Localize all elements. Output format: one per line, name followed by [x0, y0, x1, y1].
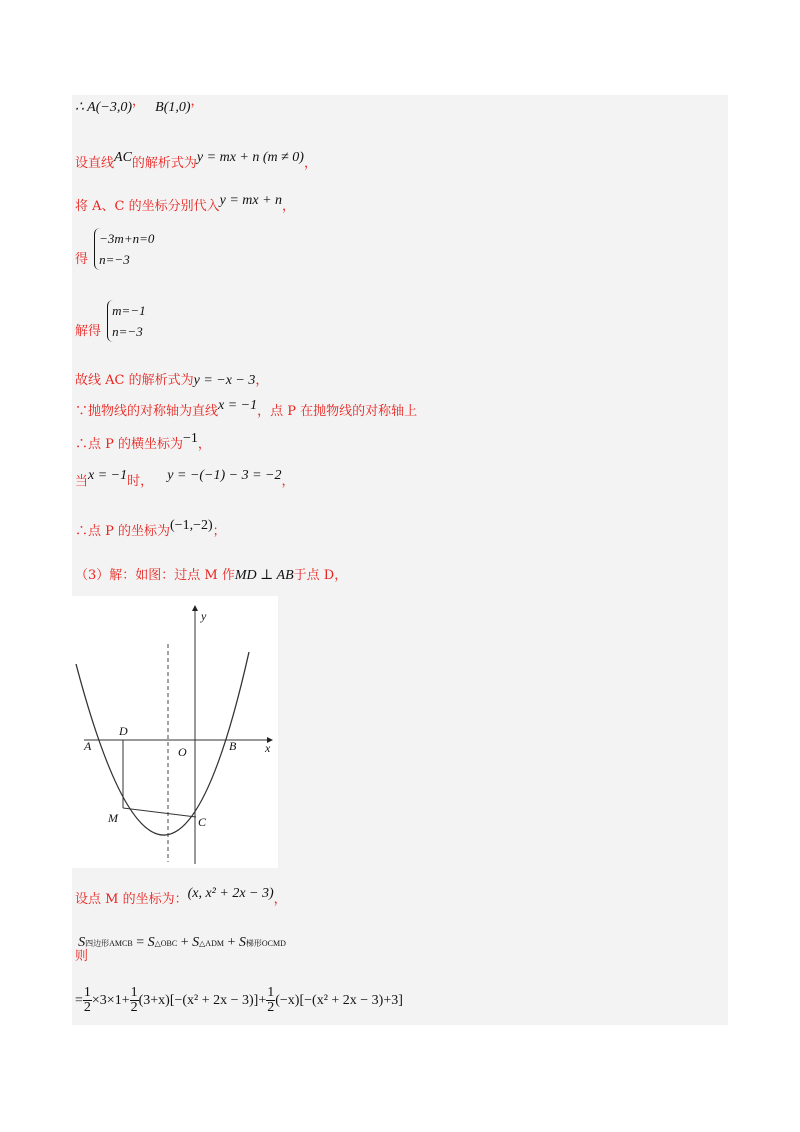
line-10: ∴点 P 的坐标为(−1,−2)；	[75, 518, 226, 539]
line-2: 设直线AC的解析式为y = mx + n (m ≠ 0)，	[75, 150, 317, 171]
content-panel	[72, 95, 728, 1025]
label-c: C	[198, 815, 207, 829]
line-12: 设点 M 的坐标为：(x, x² + 2x − 3)，	[75, 886, 287, 907]
label-y: y	[201, 609, 207, 623]
parabola-curve	[76, 652, 249, 835]
line-9: 当x = −1时， y = −(−1) − 3 = −2，	[75, 468, 295, 489]
segment-mc	[123, 808, 196, 817]
label-a: A	[84, 739, 92, 753]
fraction-2: $\frac{1}{2}$	[130, 985, 138, 1015]
line-3: 将 A、C 的坐标分别代入y = mx + n，	[75, 193, 296, 214]
label-x: x	[265, 741, 271, 755]
line-11: （3）解：如图：过点 M 作MD ⊥ AB于点 D，	[75, 568, 348, 583]
line-6: 故线 AC 的解析式为y = −x − 3，	[75, 373, 269, 388]
line-14: = $\frac{1}{2}$ ×3×1+ $\frac{1}{2}$ (3+x)[−(x² + 2x − 3)]+ $\frac{1}{2}$ (−x)[−(x² + 2x − 3)+3]	[75, 985, 403, 1015]
label-b: B	[229, 739, 237, 753]
math-points-ab: ∴ A(−3,0)	[75, 100, 132, 115]
line-4: 得 −3m+n=0 n=−3	[75, 228, 154, 270]
equation-system-2: m=−1 n=−3	[107, 300, 145, 342]
label-m: M	[108, 811, 118, 825]
fraction-3: $\frac{1}{2}$	[267, 985, 275, 1015]
line-7: ∵抛物线的对称轴为直线x = −1，点 P 在抛物线的对称轴上	[75, 398, 418, 419]
parabola-figure	[72, 596, 278, 868]
line-5: 解得 m=−1 n=−3	[75, 300, 146, 342]
equation-system-1: −3m+n=0 n=−3	[94, 228, 154, 270]
line-8: ∴点 P 的横坐标为−1，	[75, 431, 211, 452]
label-d: D	[119, 724, 128, 738]
line-13: 则 S四边形AMCB = S△OBC + S△ADM + S梯形OCMD	[75, 935, 286, 964]
fraction-1: $\frac{1}{2}$	[83, 985, 91, 1015]
line-1: ∴ A(−3,0)， B(1,0)，	[75, 94, 204, 115]
label-o: O	[178, 745, 187, 759]
